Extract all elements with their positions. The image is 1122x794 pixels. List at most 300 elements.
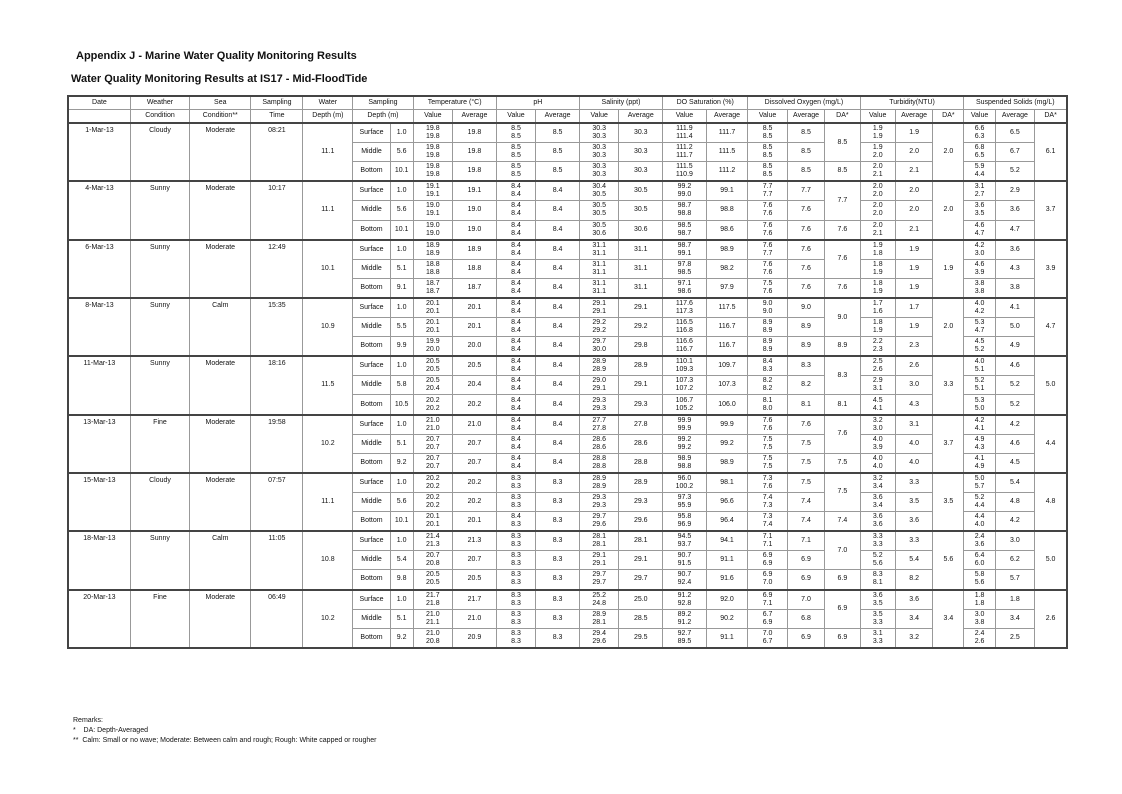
suspended-solids-values-reading-2: 4.4: [974, 502, 985, 510]
salinity-values: [579, 201, 619, 220]
turbidity-average: 3.2: [895, 628, 932, 648]
weather-cell: Fine: [130, 590, 189, 649]
do-saturation-values-reading-2: 116.7: [675, 346, 693, 354]
ph-values: [496, 240, 536, 260]
turbidity-values-reading-1: 4.5: [872, 396, 883, 404]
dissolved-oxygen-values-reading-2: 7.5: [762, 462, 773, 470]
do-saturation-average: 116.7: [706, 318, 748, 337]
salinity-values-reading-2: 29.7: [592, 579, 606, 587]
salinity-average: 29.3: [619, 395, 663, 415]
temperature-values: [413, 356, 453, 376]
dissolved-oxygen-values-reading-1: 7.5: [762, 435, 773, 443]
turbidity-values-reading-2: 2.0: [872, 152, 883, 160]
ph-values-reading-2: 8.3: [511, 599, 521, 607]
col-temperature: Temperature (°C): [413, 96, 496, 110]
dissolved-oxygen-values-reading-2: 7.6: [762, 287, 773, 295]
dissolved-oxygen-values: [748, 143, 788, 162]
temperature-values-reading-2: 20.8: [426, 560, 440, 568]
salinity-values: [579, 512, 619, 532]
do-saturation-values: [663, 123, 707, 143]
table-row: [68, 240, 1067, 260]
temperature-average: 21.0: [453, 415, 497, 435]
turbidity-values-reading-2: 3.3: [872, 637, 883, 645]
dissolved-oxygen-values-reading-2: 7.6: [762, 424, 773, 432]
do-saturation-values: [663, 551, 707, 570]
salinity-average: 29.5: [619, 628, 663, 648]
dissolved-oxygen-da: 8.5: [825, 123, 860, 162]
temperature-average: 21.7: [453, 590, 497, 610]
suspended-solids-values: [964, 181, 995, 201]
col-turbidity: Turbidity(NTU): [860, 96, 964, 110]
date-cell: 6-Mar-13: [68, 240, 130, 298]
suspended-solids-average: 5.2: [995, 376, 1035, 395]
sampling-level-cell: Middle: [353, 551, 390, 570]
date-cell: 1-Mar-13: [68, 123, 130, 181]
temperature-values-reading-2: 19.1: [426, 191, 440, 199]
col-weather-sub: Condition: [130, 110, 189, 124]
dissolved-oxygen-values-reading-2: 7.6: [762, 268, 773, 276]
dissolved-oxygen-values-reading-1: 6.9: [762, 571, 773, 579]
temperature-values-reading-1: 20.1: [426, 300, 440, 307]
turbidity-values-reading-1: 1.8: [872, 319, 883, 327]
ph-values-reading-2: 8.3: [511, 618, 521, 626]
temperature-average: 20.5: [453, 356, 497, 376]
ph-values-reading-1: 8.4: [511, 338, 521, 346]
temperature-values: [413, 181, 453, 201]
date-cell: 18-Mar-13: [68, 531, 130, 589]
sampling-depth-cell: 5.6: [390, 493, 413, 512]
temperature-values-reading-2: 21.1: [426, 618, 440, 626]
ph-values-reading-1: 8.4: [511, 358, 521, 366]
dissolved-oxygen-average: 7.6: [787, 240, 824, 260]
suspended-solids-values: [964, 278, 995, 298]
turbidity-values: [860, 123, 895, 143]
sampling-depth-cell: 5.6: [390, 201, 413, 220]
temperature-values-reading-1: 18.9: [426, 241, 440, 249]
salinity-values-reading-2: 29.2: [592, 327, 606, 335]
do-saturation-average: 98.8: [706, 201, 748, 220]
salinity-values: [579, 551, 619, 570]
do-saturation-values-reading-1: 97.3: [677, 494, 692, 502]
turbidity-values-reading-2: 2.0: [872, 191, 883, 199]
do-saturation-values-reading-1: 99.2: [677, 183, 692, 191]
temperature-values: [413, 240, 453, 260]
ph-values-reading-2: 8.4: [511, 366, 521, 374]
dissolved-oxygen-da: 9.0: [825, 298, 860, 337]
do-saturation-values-reading-2: 105.2: [675, 404, 694, 412]
dissolved-oxygen-values: [748, 376, 788, 395]
dissolved-oxygen-bottom-average: 7.4: [825, 512, 860, 532]
col-sampling-depth-sub: Depth (m): [353, 110, 413, 124]
turbidity-values-reading-2: 8.1: [872, 579, 883, 587]
turbidity-da: 3.4: [933, 590, 964, 649]
turbidity-average: 1.9: [895, 240, 932, 260]
dissolved-oxygen-average: 8.5: [787, 123, 824, 143]
salinity-values-reading-1: 29.2: [592, 319, 606, 327]
turbidity-values: [860, 337, 895, 357]
sampling-time-cell: 08:21: [251, 123, 303, 181]
salinity-values-reading-2: 31.1: [592, 268, 606, 276]
temperature-values-reading-2: 18.8: [426, 268, 440, 276]
suspended-solids-values-reading-2: 3.8: [974, 287, 985, 295]
temperature-values: [413, 143, 453, 162]
do-saturation-values: [663, 143, 707, 162]
do-saturation-average: 107.3: [706, 376, 748, 395]
ph-values-reading-2: 8.4: [511, 229, 521, 237]
dissolved-oxygen-values: [748, 531, 788, 551]
suspended-solids-values-reading-1: 6.4: [974, 552, 985, 560]
sampling-time-cell: 10:17: [251, 181, 303, 239]
do-saturation-values: [663, 259, 707, 278]
dissolved-oxygen-values: [748, 453, 788, 473]
temperature-average: 20.5: [453, 570, 497, 590]
suspended-solids-values-reading-1: 4.6: [974, 260, 985, 268]
temperature-values: [413, 512, 453, 532]
do-saturation-values-reading-2: 98.6: [677, 287, 692, 295]
do-saturation-values: [663, 453, 707, 473]
temperature-average: 20.9: [453, 628, 497, 648]
ph-values-reading-2: 8.4: [511, 404, 521, 412]
ph-values-reading-2: 8.5: [511, 171, 521, 179]
temperature-values-reading-1: 21.4: [426, 533, 440, 541]
ph-values: [496, 395, 536, 415]
do-saturation-values-reading-1: 89.2: [677, 610, 692, 618]
suspended-solids-values: [964, 590, 995, 610]
ph-values: [496, 143, 536, 162]
suspended-solids-values-reading-1: 4.5: [974, 338, 985, 346]
turbidity-values: [860, 356, 895, 376]
do-saturation-values: [663, 531, 707, 551]
temperature-values-reading-1: 20.1: [426, 319, 440, 327]
dissolved-oxygen-da: 7.6: [825, 415, 860, 454]
ph-average: 8.4: [536, 259, 580, 278]
do-saturation-average: 96.4: [706, 512, 748, 532]
temperature-values-reading-1: 20.7: [426, 454, 440, 462]
suspended-solids-average: 2.9: [995, 181, 1035, 201]
dissolved-oxygen-values-reading-1: 7.3: [762, 513, 773, 521]
turbidity-values: [860, 278, 895, 298]
sampling-level-cell: Surface: [353, 415, 390, 435]
do-saturation-values-reading-2: 91.5: [677, 560, 692, 568]
temperature-values: [413, 162, 453, 182]
sampling-depth-cell: 1.0: [390, 298, 413, 318]
turbidity-da: 2.0: [933, 298, 964, 356]
suspended-solids-values-reading-2: 3.5: [974, 210, 985, 218]
turbidity-values-reading-2: 3.6: [872, 521, 883, 529]
suspended-solids-average: 1.8: [995, 590, 1035, 610]
salinity-values: [579, 181, 619, 201]
turbidity-values: [860, 201, 895, 220]
salinity-values: [579, 298, 619, 318]
temperature-values: [413, 337, 453, 357]
turbidity-values-reading-2: 4.1: [872, 404, 883, 412]
salinity-values-reading-1: 30.3: [592, 144, 606, 152]
salinity-values-reading-1: 28.6: [592, 435, 606, 443]
dissolved-oxygen-average: 8.5: [787, 162, 824, 182]
sampling-level-cell: Surface: [353, 473, 390, 493]
suspended-solids-values-reading-1: 4.0: [974, 358, 985, 366]
do-saturation-values-reading-1: 90.7: [677, 571, 692, 579]
ph-values-reading-2: 8.5: [511, 133, 521, 141]
temperature-values-reading-1: 18.7: [426, 279, 440, 287]
salinity-values: [579, 278, 619, 298]
sub-value: Value: [964, 110, 995, 124]
do-saturation-values-reading-1: 99.2: [677, 435, 692, 443]
salinity-average: 29.6: [619, 512, 663, 532]
dissolved-oxygen-values-reading-1: 7.3: [762, 474, 773, 482]
turbidity-average: 2.6: [895, 356, 932, 376]
dissolved-oxygen-bottom-average: 6.9: [825, 570, 860, 590]
sampling-depth-cell: 1.0: [390, 473, 413, 493]
turbidity-values-reading-1: 1.8: [872, 260, 883, 268]
temperature-values-reading-1: 20.5: [426, 377, 440, 385]
suspended-solids-values: [964, 453, 995, 473]
dissolved-oxygen-values-reading-2: 7.6: [762, 482, 773, 490]
ph-average: 8.5: [536, 162, 580, 182]
suspended-solids-values-reading-2: 4.9: [974, 462, 985, 470]
salinity-values-reading-2: 29.1: [592, 560, 606, 568]
suspended-solids-values-reading-2: 5.7: [974, 482, 985, 490]
suspended-solids-average: 5.0: [995, 318, 1035, 337]
temperature-values-reading-2: 20.7: [426, 462, 440, 470]
ph-values: [496, 570, 536, 590]
salinity-values-reading-1: 29.1: [592, 300, 606, 307]
sea-condition-cell: Moderate: [190, 181, 251, 239]
col-dissolved-oxygen: Dissolved Oxygen (mg/L): [748, 96, 860, 110]
ph-average: 8.3: [536, 628, 580, 648]
turbidity-values: [860, 181, 895, 201]
temperature-average: 20.1: [453, 298, 497, 318]
do-saturation-values: [663, 298, 707, 318]
dissolved-oxygen-average: 7.6: [787, 278, 824, 298]
do-saturation-values-reading-2: 98.8: [677, 210, 692, 218]
temperature-values-reading-1: 18.8: [426, 260, 440, 268]
weather-cell: Sunny: [130, 298, 189, 356]
suspended-solids-values-reading-1: 4.9: [974, 435, 985, 443]
water-depth-cell: 10.8: [303, 531, 353, 589]
temperature-values-reading-2: 19.0: [426, 229, 440, 237]
salinity-average: 30.5: [619, 201, 663, 220]
ph-values-reading-1: 8.4: [511, 416, 521, 424]
suspended-solids-average: 4.1: [995, 298, 1035, 318]
do-saturation-values-reading-1: 90.7: [677, 552, 692, 560]
temperature-values-reading-1: 19.0: [426, 221, 440, 229]
temperature-values-reading-2: 20.7: [426, 443, 440, 451]
sampling-depth-cell: 1.0: [390, 181, 413, 201]
temperature-values-reading-2: 20.0: [426, 346, 440, 354]
ph-values-reading-2: 8.4: [511, 346, 521, 354]
do-saturation-values: [663, 415, 707, 435]
salinity-average: 28.8: [619, 453, 663, 473]
sampling-depth-cell: 1.0: [390, 123, 413, 143]
turbidity-average: 3.3: [895, 473, 932, 493]
do-saturation-values: [663, 181, 707, 201]
salinity-values-reading-2: 24.8: [592, 599, 606, 607]
ph-values-reading-1: 8.4: [511, 396, 521, 404]
temperature-values-reading-2: 20.5: [426, 366, 440, 374]
table-row: [68, 473, 1067, 493]
dissolved-oxygen-da: 7.6: [825, 240, 860, 279]
salinity-values-reading-2: 29.6: [592, 637, 606, 645]
dissolved-oxygen-values-reading-1: 8.9: [762, 319, 773, 327]
dissolved-oxygen-values-reading-1: 8.5: [762, 163, 773, 171]
suspended-solids-average: 4.7: [995, 220, 1035, 240]
dissolved-oxygen-values-reading-2: 7.6: [762, 210, 773, 218]
suspended-solids-da: 4.4: [1035, 415, 1067, 473]
ph-values: [496, 493, 536, 512]
do-saturation-values: [663, 162, 707, 182]
temperature-average: 20.7: [453, 453, 497, 473]
dissolved-oxygen-values-reading-2: 7.7: [762, 249, 773, 257]
ph-values: [496, 473, 536, 493]
suspended-solids-values-reading-2: 6.5: [974, 152, 985, 160]
sampling-level-cell: Bottom: [353, 453, 390, 473]
do-saturation-values-reading-1: 95.8: [677, 513, 692, 521]
temperature-values: [413, 415, 453, 435]
water-depth-cell: 10.2: [303, 590, 353, 649]
sampling-level-cell: Bottom: [353, 278, 390, 298]
dissolved-oxygen-values: [748, 356, 788, 376]
ph-values: [496, 220, 536, 240]
ph-values-reading-1: 8.4: [511, 279, 521, 287]
suspended-solids-average: 4.8: [995, 493, 1035, 512]
sampling-depth-cell: 5.1: [390, 434, 413, 453]
suspended-solids-values-reading-1: 5.2: [974, 377, 985, 385]
ph-values: [496, 162, 536, 182]
suspended-solids-average: 3.8: [995, 278, 1035, 298]
do-saturation-values-reading-1: 116.5: [675, 319, 693, 327]
do-saturation-values-reading-2: 109.3: [675, 366, 694, 374]
suspended-solids-average: 5.4: [995, 473, 1035, 493]
suspended-solids-values: [964, 376, 995, 395]
dissolved-oxygen-values-reading-1: 7.7: [762, 183, 773, 191]
sampling-level-cell: Middle: [353, 434, 390, 453]
sampling-depth-cell: 1.0: [390, 531, 413, 551]
do-saturation-values-reading-2: 92.8: [677, 599, 692, 607]
dissolved-oxygen-values-reading-1: 7.6: [762, 260, 773, 268]
sub-da: DA*: [825, 110, 860, 124]
turbidity-da: 2.0: [933, 181, 964, 239]
temperature-values: [413, 570, 453, 590]
temperature-values-reading-2: 19.8: [426, 171, 440, 179]
temperature-average: 20.7: [453, 434, 497, 453]
temperature-values: [413, 298, 453, 318]
do-saturation-values-reading-2: 98.7: [677, 229, 692, 237]
turbidity-values: [860, 434, 895, 453]
do-saturation-average: 91.1: [706, 551, 748, 570]
turbidity-values-reading-1: 3.1: [872, 629, 883, 637]
col-ph: pH: [496, 96, 579, 110]
dissolved-oxygen-values: [748, 551, 788, 570]
turbidity-values-reading-1: 3.6: [872, 591, 883, 599]
salinity-values: [579, 628, 619, 648]
turbidity-average: 2.3: [895, 337, 932, 357]
salinity-values: [579, 376, 619, 395]
sampling-time-cell: 15:35: [251, 298, 303, 356]
ph-average: 8.3: [536, 590, 580, 610]
suspended-solids-values-reading-2: 4.2: [974, 308, 985, 315]
remarks: [73, 716, 377, 746]
turbidity-values: [860, 531, 895, 551]
turbidity-values-reading-2: 4.0: [872, 462, 883, 470]
do-saturation-average: 98.2: [706, 259, 748, 278]
turbidity-values-reading-2: 3.9: [872, 443, 883, 451]
sampling-level-cell: Bottom: [353, 395, 390, 415]
ph-values-reading-1: 8.3: [511, 474, 521, 482]
sampling-depth-cell: 9.8: [390, 570, 413, 590]
dissolved-oxygen-values-reading-1: 8.4: [762, 358, 773, 366]
suspended-solids-values: [964, 259, 995, 278]
dissolved-oxygen-values-reading-2: 6.9: [762, 618, 773, 626]
dissolved-oxygen-values: [748, 512, 788, 532]
suspended-solids-average: 4.9: [995, 337, 1035, 357]
suspended-solids-average: 4.2: [995, 512, 1035, 532]
dissolved-oxygen-average: 7.5: [787, 453, 824, 473]
temperature-average: 20.0: [453, 337, 497, 357]
temperature-values-reading-1: 19.8: [426, 144, 440, 152]
temperature-values-reading-2: 20.1: [426, 327, 440, 335]
salinity-values: [579, 493, 619, 512]
turbidity-values-reading-1: 4.0: [872, 454, 883, 462]
salinity-values-reading-1: 28.8: [592, 454, 606, 462]
ph-values: [496, 453, 536, 473]
temperature-average: 19.1: [453, 181, 497, 201]
date-cell: 8-Mar-13: [68, 298, 130, 356]
date-cell: 15-Mar-13: [68, 473, 130, 531]
turbidity-values-reading-2: 1.9: [872, 327, 883, 335]
temperature-values-reading-2: 20.2: [426, 404, 440, 412]
turbidity-values-reading-2: 1.8: [872, 249, 883, 257]
header-row-2: [68, 110, 1067, 124]
temperature-values-reading-1: 21.0: [426, 610, 440, 618]
ph-values-reading-1: 8.5: [511, 144, 521, 152]
salinity-values-reading-1: 28.1: [592, 533, 606, 541]
dissolved-oxygen-average: 7.6: [787, 220, 824, 240]
sub-value: Value: [748, 110, 788, 124]
ph-average: 8.3: [536, 493, 580, 512]
dissolved-oxygen-average: 7.6: [787, 201, 824, 220]
ph-average: 8.4: [536, 415, 580, 435]
turbidity-values-reading-1: 8.3: [872, 571, 883, 579]
ph-average: 8.5: [536, 143, 580, 162]
suspended-solids-average: 4.2: [995, 415, 1035, 435]
turbidity-values-reading-2: 1.9: [872, 268, 883, 276]
sampling-level-cell: Surface: [353, 356, 390, 376]
do-saturation-values-reading-1: 98.7: [677, 202, 692, 210]
temperature-values-reading-2: 20.4: [426, 385, 440, 393]
salinity-average: 28.9: [619, 356, 663, 376]
dissolved-oxygen-values-reading-2: 7.7: [762, 191, 773, 199]
ph-average: 8.4: [536, 278, 580, 298]
suspended-solids-values: [964, 531, 995, 551]
temperature-average: 20.1: [453, 318, 497, 337]
remark-text: DA: Depth-Averaged: [83, 727, 148, 734]
suspended-solids-values: [964, 201, 995, 220]
do-saturation-values-reading-2: 92.4: [677, 579, 692, 587]
suspended-solids-values-reading-1: 6.6: [974, 125, 985, 133]
turbidity-average: 1.7: [895, 298, 932, 318]
dissolved-oxygen-values-reading-2: 8.0: [762, 404, 773, 412]
suspended-solids-average: 3.4: [995, 609, 1035, 628]
temperature-values-reading-2: 21.8: [426, 599, 440, 607]
turbidity-average: 1.9: [895, 278, 932, 298]
suspended-solids-da: 4.8: [1035, 473, 1067, 531]
suspended-solids-values-reading-1: 4.2: [974, 416, 985, 424]
salinity-values: [579, 609, 619, 628]
turbidity-values-reading-2: 3.1: [872, 385, 883, 393]
sampling-level-cell: Surface: [353, 123, 390, 143]
salinity-values: [579, 531, 619, 551]
